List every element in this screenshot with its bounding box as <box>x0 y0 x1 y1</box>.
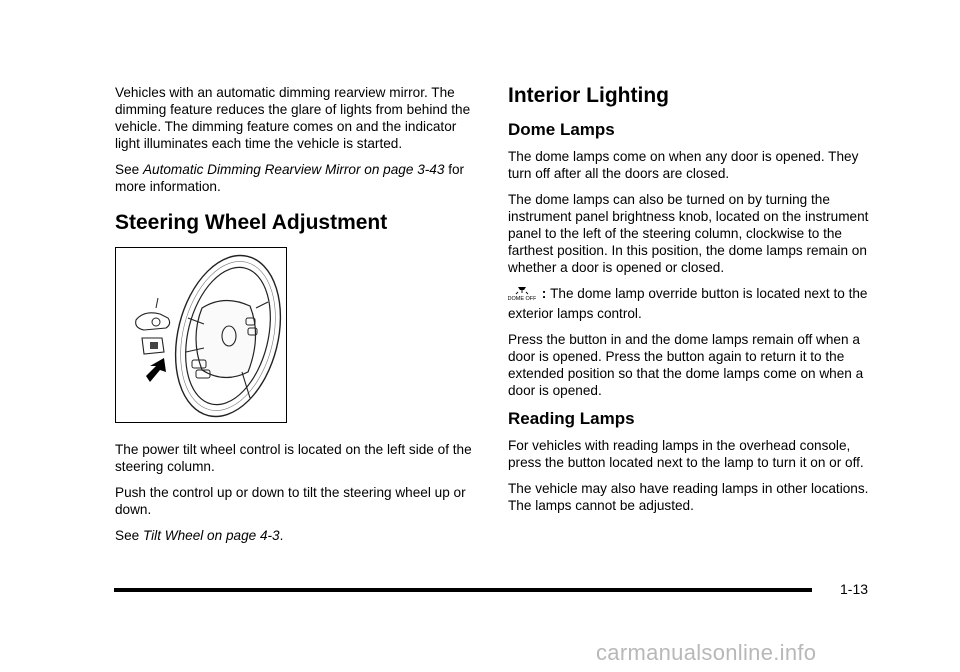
tilt-location-paragraph: The power tilt wheel control is located on the left side of the steering column. <box>115 442 472 474</box>
steering-wheel-figure <box>115 247 287 423</box>
steering-wheel-illustration <box>116 248 286 422</box>
dome-paragraph-1: The dome lamps come on when any door is opened. They turn off after all the doors are closed. <box>508 149 859 181</box>
page-number: 1-13 <box>840 581 869 597</box>
see-reference-tilt: See Tilt Wheel on page 4-3. <box>115 528 284 543</box>
watermark: carmanualsonline.info <box>596 640 817 665</box>
left-column <box>115 84 479 553</box>
dome-override-paragraph: DOME OFF : The dome lamp override button is located next to the exterior lamps control. <box>508 286 868 321</box>
mirror-page-link[interactable]: Automatic Dimming Rearview Mirror on page 3-43 <box>142 162 445 177</box>
see-reference-mirror: See Automatic Dimming Rearview Mirror on page 3-43 for more information. <box>115 162 465 194</box>
interior-lighting-heading: Interior Lighting <box>508 84 669 107</box>
dome-lamps-heading: Dome Lamps <box>508 120 615 139</box>
footer-rule <box>114 588 812 592</box>
dome-paragraph-2: The dome lamps can also be turned on by turning the instrument panel brightness knob, located on the instrument panel to the left of the steering column, clockwise to the farthest position. In this position, the dome lamps remain on whether a door is opened or closed. <box>508 192 869 275</box>
right-column <box>508 84 872 523</box>
reading-paragraph-2: The vehicle may also have reading lamps in other locations. The lamps cannot be adjusted. <box>508 481 869 513</box>
reading-lamps-heading: Reading Lamps <box>508 409 635 428</box>
steering-heading: Steering Wheel Adjustment <box>115 211 388 234</box>
tilt-page-link[interactable]: Tilt Wheel on page 4-3 <box>142 528 280 543</box>
dome-off-icon <box>508 285 536 305</box>
tilt-usage-paragraph: Push the control up or down to tilt the steering wheel up or down. <box>115 485 466 517</box>
dome-paragraph-4: Press the button in and the dome lamps remain off when a door is opened. Press the button again to return it to the extended position so that the dome lamps come on when a door is opened. <box>508 332 864 398</box>
intro-paragraph: Vehicles with an automatic dimming rearview mirror. The dimming feature reduces the glare of lights from behind the vehicle. The dimming feature comes on and the indicator light illuminates each time the vehicle is started. <box>115 85 471 151</box>
svg-text:DOME OFF: DOME OFF <box>508 296 536 301</box>
reading-paragraph-1: For vehicles with reading lamps in the overhead console, press the button located next to the lamp to turn it on or off. <box>508 438 864 470</box>
